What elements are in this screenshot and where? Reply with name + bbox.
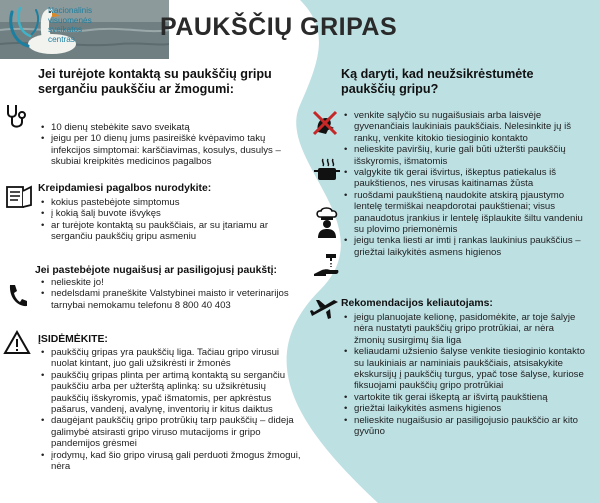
list-item: • jeigu tenka liesti ar imti į rankas laukinius paukščius – griežtai laikykitės asmens higienos xyxy=(341,235,586,258)
left-section4-list xyxy=(38,347,303,472)
left-section3-title: Jei pastebėjote nugaišusį ar pasiligojusį paukštį: xyxy=(35,265,277,276)
list-item: • į kokią šalį buvote išvykęs xyxy=(38,208,300,219)
list-item: • daugėjant paukščių gripo protrūkių tarp paukščių – dideja galimybė atsirasti gripo viruso mutacijoms ir gripo pandemijos grėsmei xyxy=(38,415,303,449)
list-item: • griežtai laikykitės asmens higienos xyxy=(341,403,586,414)
list-item: • paukščių gripas plinta per artimą kontaktą su sergančiu paukščiu arba per užterštą aplinką: su užsikrėtusių paukščių išskyromis, ypač išmatomis, per apkrėstus pašarus, vandenį, avalynę, inventorių ir kitus daiktus xyxy=(38,370,303,416)
warning-icon xyxy=(3,330,31,355)
logo-line: sveikatos xyxy=(48,25,83,35)
right-heading xyxy=(341,67,533,97)
list-item: • paukščių gripas yra paukščių liga. Tačiau gripo virusui nuolat kintant, juo gali užsikrėsti ir žmonės xyxy=(38,347,303,370)
logo-mark-icon xyxy=(6,4,44,50)
logo-line: visuomenės xyxy=(48,15,92,25)
cooking-pot-icon xyxy=(313,157,341,183)
list-item: • valgykite tik gerai išvirtus, iškeptus patiekalus iš paukštienos, nes virusas kaitinamas žūsta xyxy=(341,167,586,190)
list-item: • jeigu per 10 dienų jums pasireiškė kvėpavimo takų infekcijos simptomai: karščiavimas, kosulys, dusulys – skubiai kreipkitės medicinos pagalbos xyxy=(38,133,300,167)
page-title: PAUKŠČIŲ GRIPAS xyxy=(160,13,398,41)
phone-icon xyxy=(6,283,28,309)
list-item: • vartokite tik gerai iškeptą ar išvirtą paukštieną xyxy=(341,392,586,403)
chef-icon xyxy=(313,207,341,239)
list-item: • nelieskite nugaišusio ar pasiligojusio paukščio ar kito gyvūno xyxy=(341,415,586,438)
right-heading-line: paukščių gripu? xyxy=(341,82,439,96)
list-item: • įrodymų, kad šio gripo virusą gali perduoti žmogus žmogui, nėra xyxy=(38,450,303,473)
left-section3-list xyxy=(38,277,308,311)
nvsc-logo xyxy=(6,4,156,56)
list-item: • nedelsdami praneškite Valstybinei maisto ir veterinarijos tarnybai nemokamu telefonu 8 800 40 403 xyxy=(38,288,308,311)
list-item: • ar turėjote kontaktą su paukščiais, ar su įtariamu ar sergančiu paukščių gripu asmeniu xyxy=(38,220,300,243)
left-section2-title: Kreipdamiesi pagalbos nurodykite: xyxy=(38,183,212,194)
hand-washing-icon xyxy=(312,252,342,278)
list-item: • jeigu planuojate kelionę, pasidomėkite, ar toje šalyje nėra nustatyti paukščių gripo protrūkiai, ar nėra žmonių susirgimų šia liga xyxy=(341,312,586,346)
list-item: • keliaudami užsienio šalyse venkite tiesioginio kontakto su laukiniais ar naminiais paukščiais, atsisakykite ekskursijų į paukščių turgus, ypač tose šalyse, kuriose fiksuojami paukščių gripo protrūkiai xyxy=(341,346,586,392)
travel-title: Rekomendacijos keliautojams: xyxy=(341,298,493,309)
logo-line: centras xyxy=(48,34,75,44)
document-icon xyxy=(5,183,33,211)
right-heading-line: Ką daryti, kad neužsikrėstumėte xyxy=(341,67,534,81)
list-item: • 10 dienų stebėkite savo sveikatą xyxy=(38,122,300,133)
left-section1-list xyxy=(38,122,300,168)
stethoscope-icon xyxy=(3,103,29,131)
left-heading xyxy=(38,67,272,97)
prevention-list xyxy=(341,110,586,258)
list-item: • nelieskite paviršių, kurie gali būti užteršti paukščių išskyromis, išmatomis xyxy=(341,144,586,167)
list-item: • ruošdami paukštieną naudokite atskirą pjaustymo lentelę termiškai neapdorotai paukštienai; visus panaudotus įrankius ir lentelę išplaukite šiltu vandeniu su plovimo priemonėmis xyxy=(341,190,586,236)
logo-text xyxy=(48,6,92,44)
airplane-icon xyxy=(310,298,340,320)
list-item: • nelieskite jo! xyxy=(38,277,308,288)
logo-line: Nacionalinis xyxy=(48,6,93,15)
travel-list xyxy=(341,312,586,437)
left-section4-title: ĮSIDĖMĖKITE: xyxy=(38,334,108,345)
left-heading-line: Jei turėjote kontaktą su paukščių gripu xyxy=(38,67,272,81)
list-item: • kokius pastebėjote simptomus xyxy=(38,197,300,208)
left-section2-list xyxy=(38,197,300,243)
list-item: • venkite sąlyčio su nugaišusiais arba laisvėje gyvenančiais laukiniais paukščiais. Nelesinkite jų iš rankų, venkite kitokio tiesioginio kontakto xyxy=(341,110,586,144)
no-touch-bird-icon xyxy=(310,108,340,138)
left-heading-line: sergančiu paukščiu ar žmogumi: xyxy=(38,82,234,96)
